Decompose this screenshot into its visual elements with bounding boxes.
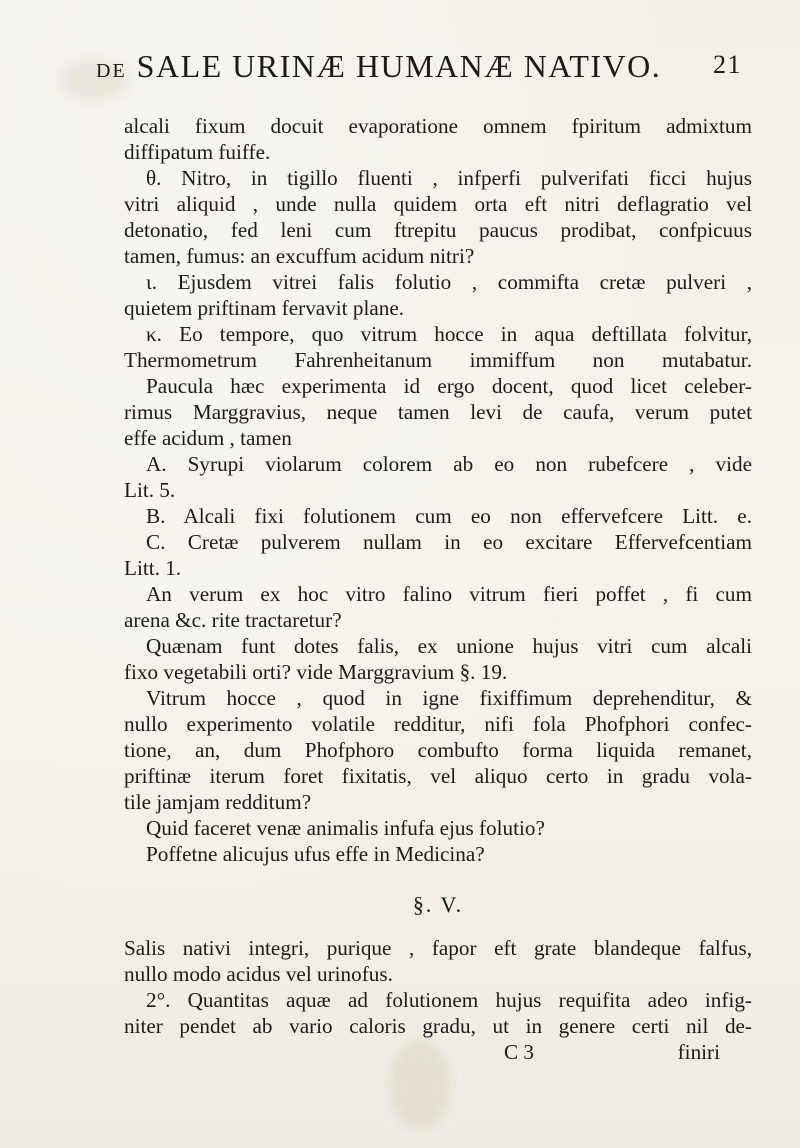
text-line: rimus Marggravius, neque tamen levi de caufa, verum putet xyxy=(124,400,752,424)
paragraph-block xyxy=(124,113,752,867)
text-line: arena &c. rite tractaretur? xyxy=(124,608,342,632)
running-head-prefix: DE xyxy=(96,60,127,82)
paragraph-block xyxy=(124,935,752,1039)
running-head-title: SALE URINÆ HUMANÆ NATIVO. xyxy=(136,48,662,84)
text-line: κ. Eo tempore, quo vitrum hocce in aqua deftillata folvitur, xyxy=(146,322,752,346)
text-line: priftinæ iterum foret fixitatis, vel aliquo certo in gradu vola- xyxy=(124,764,752,788)
section-heading: §. V. xyxy=(412,892,464,917)
text-line: niter pendet ab vario caloris gradu, ut in genere certi nil de- xyxy=(124,1014,752,1038)
text-line: θ. Nitro, in tigillo fluenti , infperfi pulverifati ficci hujus xyxy=(146,166,752,190)
text-line: nullo experimento volatile redditur, nifi fola Phofphori confec- xyxy=(124,712,752,736)
text-line: Lit. 5. xyxy=(124,478,176,502)
text-line: An verum ex hoc vitro falino vitrum fieri poffet , fi cum xyxy=(146,582,752,606)
text-line: tile jamjam redditum? xyxy=(124,790,312,814)
text-line: Poffetne alicujus ufus effe in Medicina? xyxy=(146,842,485,866)
text-line: Thermometrum Fahrenheitanum immiffum non mutabatur. xyxy=(124,348,752,372)
catchword: finiri xyxy=(677,1040,720,1064)
signature-mark: C 3 xyxy=(504,1040,535,1064)
running-head xyxy=(96,48,742,98)
text-line: diffipatum fuiffe. xyxy=(124,140,271,164)
text-line: fixo vegetabili orti? vide Marggravium §. 19. xyxy=(124,660,508,684)
page-number: 21 xyxy=(713,50,742,79)
text-line: detonatio, fed leni cum ftrepitu paucus prodibat, confpicuus xyxy=(124,218,752,242)
text-line: B. Alcali fixi folutionem cum eo non effervefcere Litt. e. xyxy=(146,504,752,528)
text-line: alcali fixum docuit evaporatione omnem fpiritum admixtum xyxy=(124,114,752,138)
text-line: ι. Ejusdem vitrei falis folutio , commifta cretæ pulveri , xyxy=(146,270,752,294)
text-line: vitri aliquid , unde nulla quidem orta eft nitri deflagratio vel xyxy=(124,192,752,216)
text-line: Litt. 1. xyxy=(124,556,182,580)
text-line: quietem priftinam fervavit plane. xyxy=(124,296,405,320)
text-line: 2°. Quantitas aquæ ad folutionem hujus requifita adeo infig- xyxy=(146,988,752,1012)
text-line: tamen, fumus: an excuffum acidum nitri? xyxy=(124,244,475,268)
text-line: tione, an, dum Phofphoro combufto forma liquida remanet, xyxy=(124,738,752,762)
body-text xyxy=(124,113,752,1065)
text-line: Vitrum hocce , quod in igne fixiffimum deprehenditur, & xyxy=(146,686,752,710)
page-footer xyxy=(124,1039,752,1065)
text-line: Quænam funt dotes falis, ex unione hujus vitri cum alcali xyxy=(146,634,752,658)
text-line: Paucula hæc experimenta id ergo docent, quod licet celeber- xyxy=(146,374,752,398)
text-line: C. Cretæ pulverem nullam in eo excitare Effervefcentiam xyxy=(146,530,752,554)
text-line: nullo modo acidus vel urinofus. xyxy=(124,962,393,986)
text-line: effe acidum , tamen xyxy=(124,426,292,450)
text-line: Quid faceret venæ animalis infufa ejus folutio? xyxy=(146,816,545,840)
text-line: A. Syrupi violarum colorem ab eo non rubefcere , vide xyxy=(146,452,752,476)
text-line: Salis nativi integri, purique , fapor eft grate blandeque falfus, xyxy=(124,936,752,960)
